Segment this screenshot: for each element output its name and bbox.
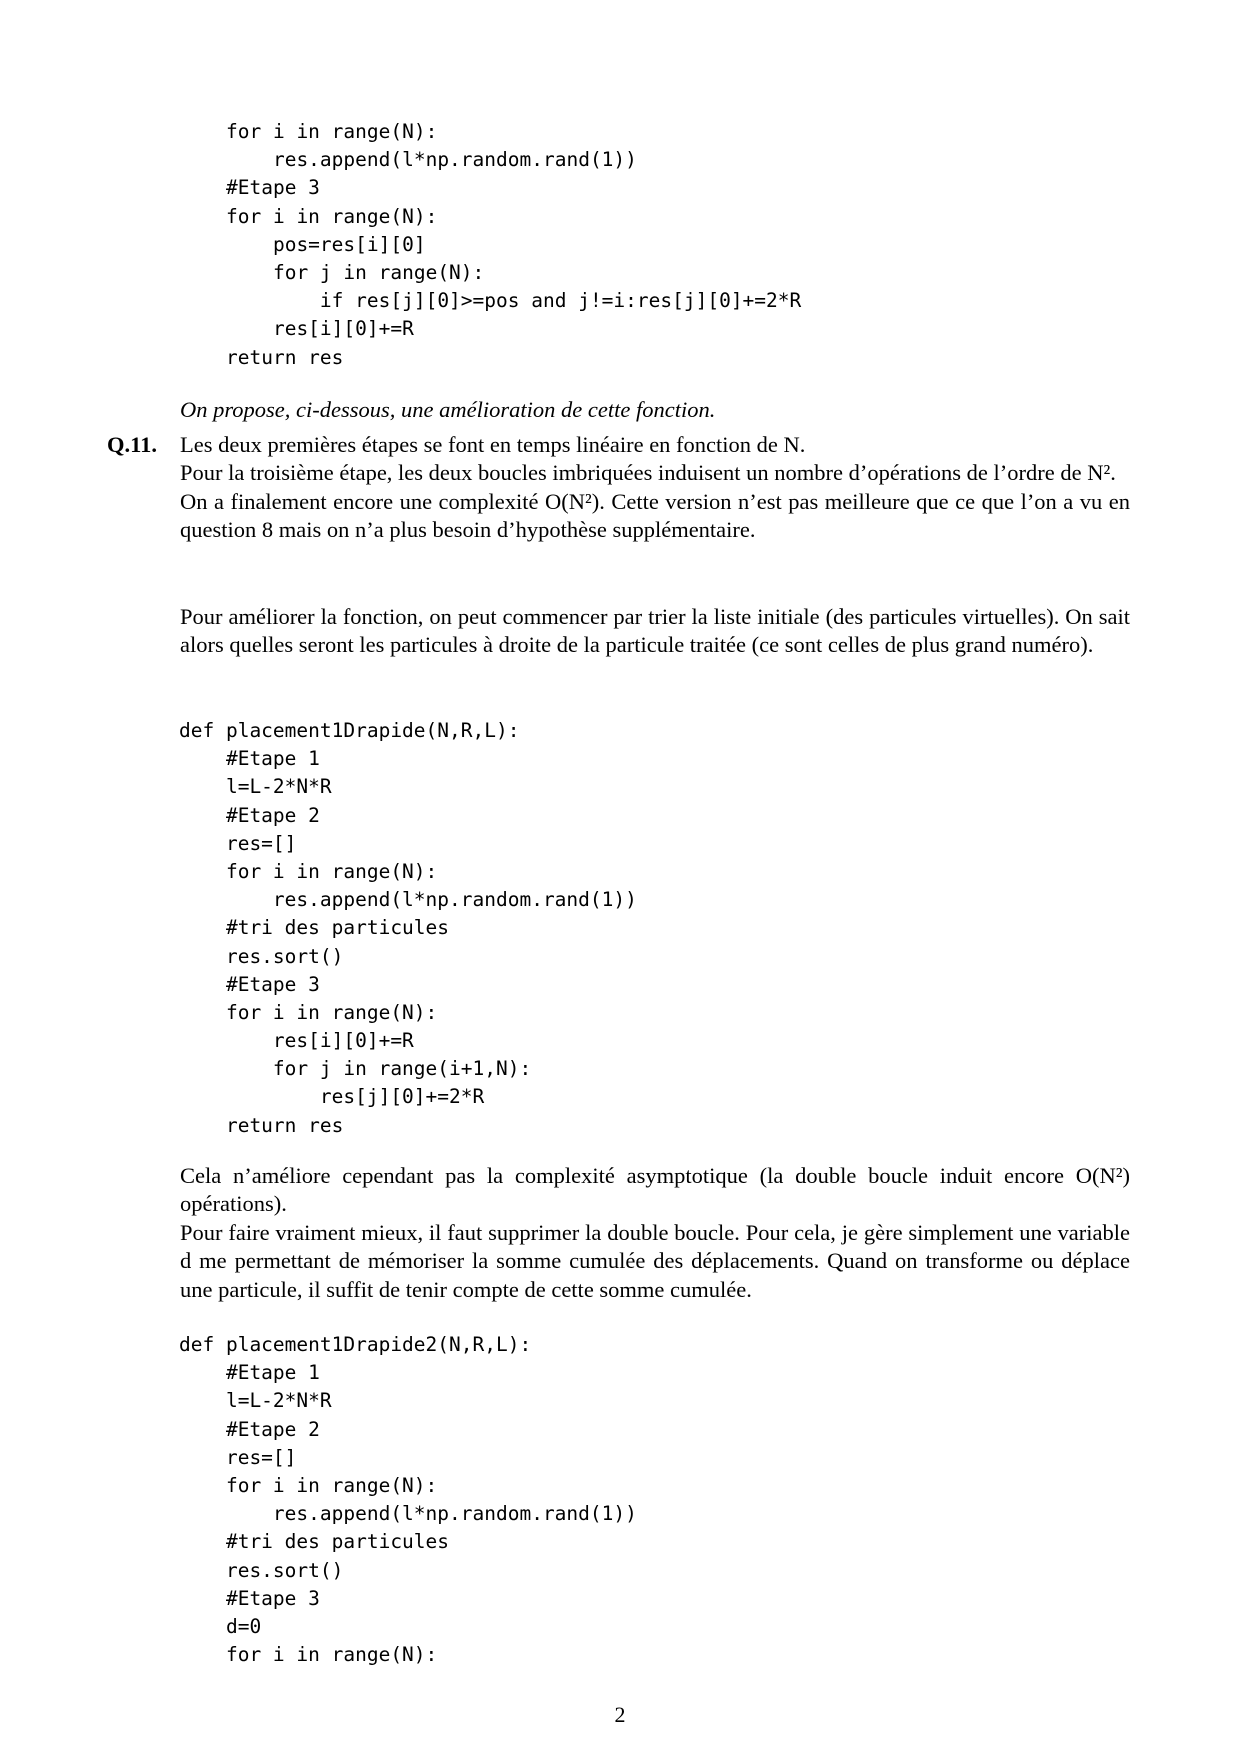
code-line: pos=res[i][0] <box>226 232 426 256</box>
code-line: res[i][0]+=R <box>179 1029 414 1053</box>
code-line: if res[j][0]>=pos and j!=i:res[j][0]+=2*R <box>226 289 802 313</box>
code-line: d=0 <box>179 1614 262 1638</box>
code-line: res.sort() <box>179 1558 344 1582</box>
code-line: for i in range(N): <box>179 859 438 883</box>
code-line: res=[] <box>179 831 297 855</box>
code-block-1 <box>226 118 801 372</box>
code-line: for j in range(i+1,N): <box>179 1057 532 1081</box>
code-line: for i in range(N): <box>179 1000 438 1024</box>
code-line: def placement1Drapide(N,R,L): <box>179 719 520 742</box>
code-line: for i in range(N): <box>179 1473 438 1497</box>
code-block-2 <box>179 717 637 1140</box>
question-answer <box>180 431 1130 545</box>
code-line: #Etape 2 <box>179 1417 320 1441</box>
code-line: #tri des particules <box>179 916 450 940</box>
code-line: #Etape 2 <box>179 803 320 827</box>
code-line: #Etape 1 <box>179 747 320 771</box>
code-line: l=L-2*N*R <box>179 1389 332 1413</box>
page-number: 2 <box>614 1702 626 1727</box>
code-line: #Etape 1 <box>179 1361 320 1385</box>
code-line: res.append(l*np.random.rand(1)) <box>226 148 637 172</box>
question-label: Q.11. <box>107 432 158 457</box>
answer-line-1: Les deux premières étapes se font en temps linéaire en fonction de N. <box>180 432 806 457</box>
code-line: return res <box>179 1113 344 1137</box>
code-line: res.append(l*np.random.rand(1)) <box>179 888 637 912</box>
code-line: l=L-2*N*R <box>179 775 332 799</box>
code-line: for i in range(N): <box>226 120 438 143</box>
answer-line-3: On a finalement encore une complexité O(N²). Cette version n’est pas meilleure que ce que l’on a vu en question 8 mais on n’a plus besoin d’hypothèse supplémentaire. <box>180 488 1130 543</box>
code-line: return res <box>226 345 344 369</box>
code-block-3 <box>179 1331 637 1669</box>
code-line: def placement1Drapide2(N,R,L): <box>179 1333 532 1356</box>
code-line: res[i][0]+=R <box>226 317 414 341</box>
intro-text: On propose, ci-dessous, une amélioration de cette fonction. <box>180 397 716 422</box>
paragraph-sort: Pour améliorer la fonction, on peut commencer par trier la liste initiale (des particules virtuelles). On sait alors quelles seront les particules à droite de la particule traitée (ce sont celles de plus grand numéro). <box>180 604 1130 658</box>
code-line: for j in range(N): <box>226 260 485 284</box>
answer-line-2: Pour la troisième étape, les deux boucles imbriquées induisent un nombre d’opérations de l’ordre de N². <box>180 460 1116 486</box>
paragraph-improve: Pour faire vraiment mieux, il faut supprimer la double boucle. Pour cela, je gère simplement une variable d me permettant de mémoriser la somme cumulée des déplacements. Quand on transforme ou déplace une particule, il suffit de tenir compte de cette somme cumulée. <box>180 1220 1130 1302</box>
paragraph-complexity: Cela n’améliore cependant pas la complexité asymptotique (la double boucle induit encore O(N²) opérations). <box>180 1163 1130 1217</box>
code-line: for i in range(N): <box>226 204 438 228</box>
code-line: #Etape 3 <box>179 1586 320 1610</box>
code-line: #Etape 3 <box>226 176 320 200</box>
code-line: #Etape 3 <box>179 972 320 996</box>
code-line: res.append(l*np.random.rand(1)) <box>179 1502 637 1526</box>
code-line: for i in range(N): <box>179 1643 438 1667</box>
code-line: #tri des particules <box>179 1530 450 1554</box>
code-line: res.sort() <box>179 944 344 968</box>
code-line: res=[] <box>179 1445 297 1469</box>
code-line: res[j][0]+=2*R <box>179 1085 485 1109</box>
